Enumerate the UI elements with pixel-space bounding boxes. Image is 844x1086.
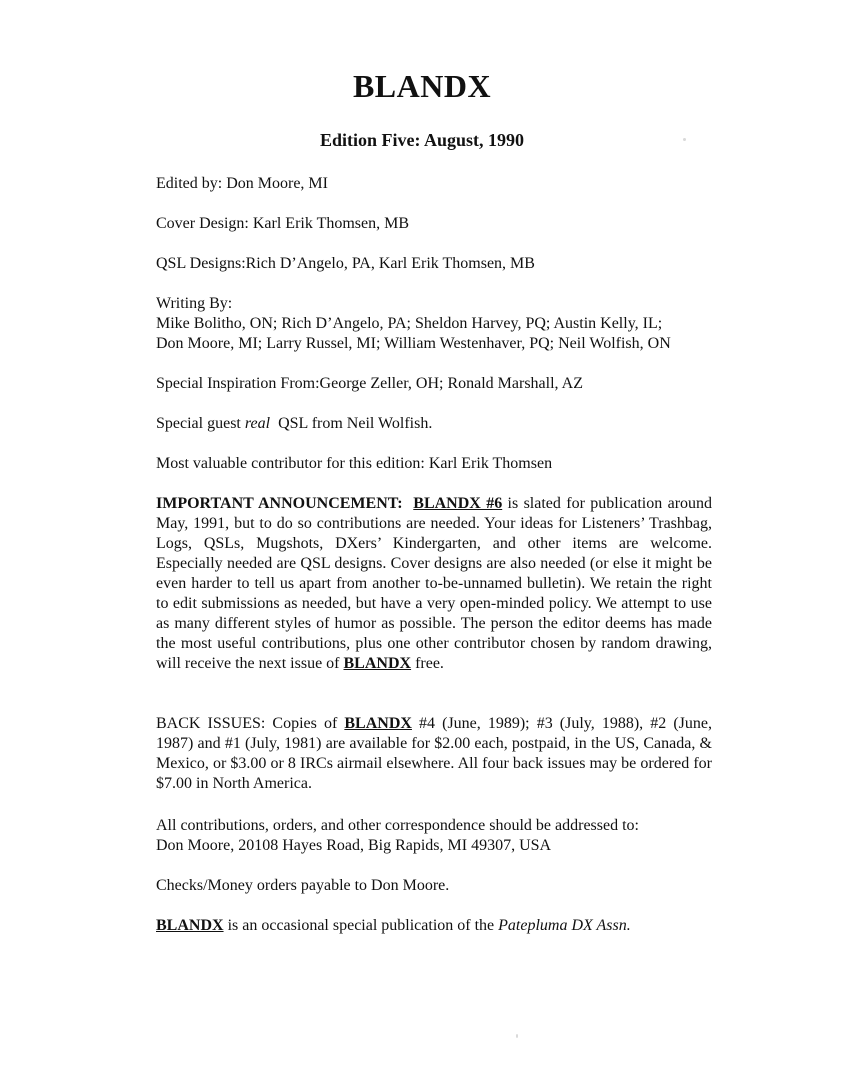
back-issues-paragraph (156, 714, 712, 794)
writing-by-names-line-2: Don Moore, MI; Larry Russel, MI; William Westenhaver, PQ; Neil Wolfish, ON (156, 335, 671, 352)
blandx-ref: BLANDX (344, 715, 412, 732)
association-name: Patepluma DX Assn. (498, 917, 631, 934)
footer-line (156, 916, 712, 936)
contact-block (156, 816, 712, 856)
blandx-ref: BLANDX (343, 655, 412, 672)
edited-by-line: Edited by: Don Moore, MI (156, 175, 328, 192)
guest-emphasis: real (244, 415, 271, 432)
paper-speck (683, 138, 686, 141)
footer-text: is an occasional special publication of the (223, 917, 499, 934)
cover-design-line: Cover Design: Karl Erik Thomsen, MB (156, 215, 410, 232)
contact-address: Don Moore, 20108 Hayes Road, Big Rapids, MI 49307, USA (156, 837, 552, 854)
guest-qsl-line (156, 414, 712, 434)
blandx-ref: BLANDX (156, 917, 224, 934)
announcement-label: IMPORTANT ANNOUNCEMENT: (156, 495, 403, 512)
guest-suffix: QSL from Neil Wolfish. (270, 415, 433, 432)
writing-by-block (156, 294, 712, 354)
writing-by-label: Writing By: (156, 295, 233, 312)
back-issues-text: #4 (June, 1989); #3 (July, 1988), #2 (June, 1987) and #1 (July, 1981) are available for $2.00 each, postpaid, in the US, Canada, & Mexico, or $3.00 or 8 IRCs airmail elsewhere. All four back issues may be ordered for $7.00 in North America. (156, 715, 712, 792)
announcement-text: is slated for publication around May, 1991, but to do so contributions are needed. Your ideas for Listeners’ Trashbag, Logs, QSLs, Mugshots, DXers’ Kindergarten, and other items are welcome. Especially needed are QSL designs. Cover designs are also needed (or else it might be even harder to tell us apart from another to-be-unnamed bulletin). We retain the right to edit submissions as needed, but have a very open-minded policy. We attempt to use as many different styles of humor as possible. The person the editor deems has made the most useful contributions, plus one other contributor chosen by random drawing, will receive the next issue of (156, 495, 713, 672)
back-issues-prefix: BACK ISSUES: Copies of (156, 715, 338, 732)
announcement-end: free. (411, 655, 444, 672)
edition-subtitle: Edition Five: August, 1990 (319, 130, 525, 150)
payable-line: Checks/Money orders payable to Don Moore. (156, 877, 450, 894)
page-title: BLANDX (352, 68, 492, 104)
qsl-designs-line: QSL Designs:Rich D’Angelo, PA, Karl Erik Thomsen, MB (156, 255, 535, 272)
writing-by-names-line-1: Mike Bolitho, ON; Rich D’Angelo, PA; Sheldon Harvey, PQ; Austin Kelly, IL; (156, 315, 663, 332)
inspiration-line: Special Inspiration From:George Zeller, OH; Ronald Marshall, AZ (156, 375, 583, 392)
mvp-line: Most valuable contributor for this edition: Karl Erik Thomsen (156, 455, 553, 472)
contact-line-1: All contributions, orders, and other correspondence should be addressed to: (156, 817, 639, 834)
blandx-6-ref: BLANDX #6 (413, 495, 503, 512)
announcement-paragraph (156, 494, 712, 674)
guest-prefix: Special guest (156, 415, 245, 432)
paper-speck (516, 1034, 518, 1038)
